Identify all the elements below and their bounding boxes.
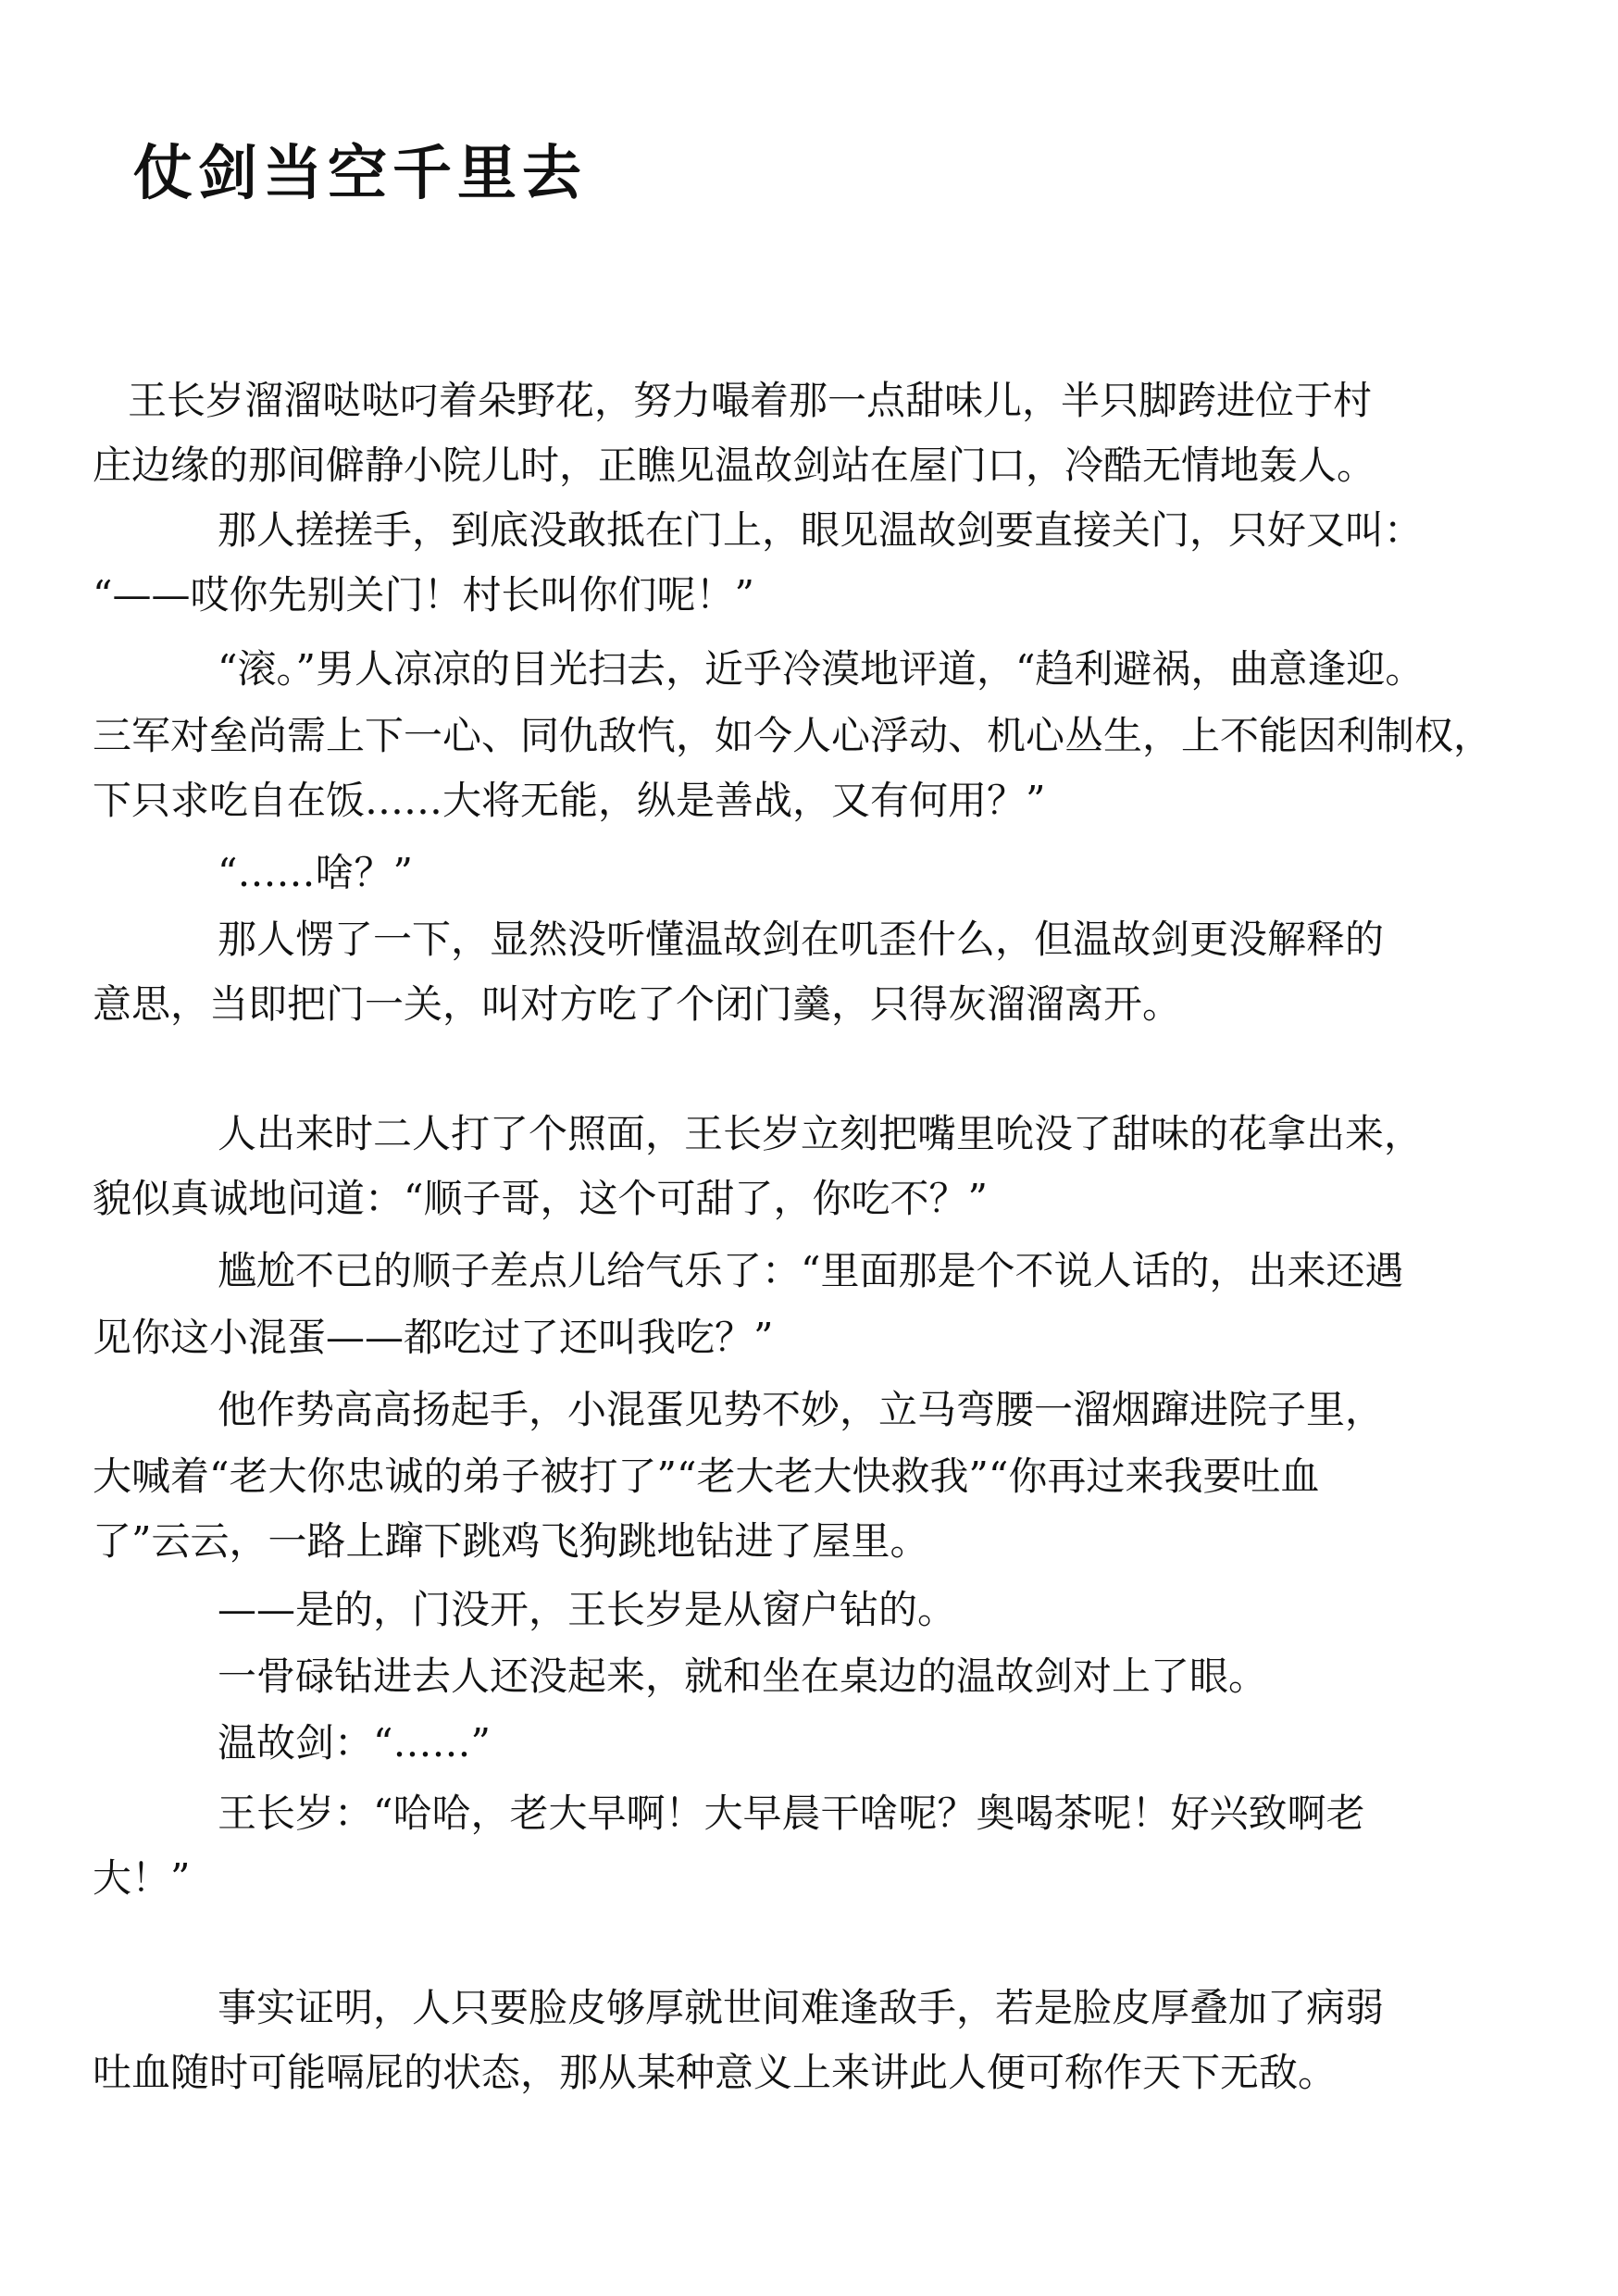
paragraph-line: 了”云云，一路上蹿下跳鸡飞狗跳地钻进了屋里。 <box>93 1518 929 1564</box>
paragraph-line: ——是的，门没开，王长岁是从窗户钻的。 <box>218 1587 957 1632</box>
paragraph-line: 王长岁：“哈哈，老大早啊！大早晨干啥呢？奥喝茶呢！好兴致啊老 <box>218 1791 1365 1836</box>
paragraph-line: “……啥？” <box>218 850 413 895</box>
paragraph-line: 下只求吃自在饭……大将无能，纵是善战，又有何用？” <box>93 778 1046 823</box>
paragraph-line: 事实证明，人只要脸皮够厚就世间难逢敌手，若是脸皮厚叠加了病弱 <box>218 1985 1385 2030</box>
paragraph-line: 大！” <box>93 1855 191 1901</box>
paragraph-line: 那人搓搓手，到底没敢抵在门上，眼见温故剑要直接关门，只好又叫： <box>218 507 1424 553</box>
paragraph-line: 貌似真诚地问道：“顺子哥，这个可甜了，你吃不？” <box>93 1176 988 1221</box>
paragraph-line: 他作势高高扬起手，小混蛋见势不妙，立马弯腰一溜烟蹿进院子里， <box>218 1387 1385 1432</box>
paragraph-line: “——哎你先别关门！村长叫你们呢！” <box>93 572 754 618</box>
paragraph-line: “滚。”男人凉凉的目光扫去，近乎冷漠地评道，“趋利避祸，曲意逢迎。 <box>218 646 1425 692</box>
paragraph-line: 温故剑：“……” <box>218 1720 491 1766</box>
page-title: 仗剑当空千里去 <box>133 140 587 208</box>
paragraph-line: 吐血随时可能嗝屁的状态，那从某种意义上来讲此人便可称作天下无敌。 <box>93 2050 1338 2095</box>
paragraph-line: 意思，当即把门一关，叫对方吃了个闭门羹，只得灰溜溜离开。 <box>93 981 1182 1027</box>
paragraph-line: 人出来时二人打了个照面，王长岁立刻把嘴里吮没了甜味的花拿出来， <box>218 1111 1424 1156</box>
paragraph-line: 王长岁溜溜哒哒叼着朵野花，努力嘬着那一点甜味儿，半只脚跨进位于村 <box>128 378 1373 423</box>
paragraph-line: 那人愣了一下，显然没听懂温故剑在叽歪什么，但温故剑更没解释的 <box>218 917 1385 962</box>
paragraph-line: 庄边缘的那间僻静小院儿时，正瞧见温故剑站在屋门口，冷酷无情地轰人。 <box>93 443 1376 488</box>
paragraph-line: 大喊着“老大你忠诚的弟子被打了”“老大老大快救我”“你再过来我要吐血 <box>93 1454 1320 1499</box>
paragraph-line: 一骨碌钻进去人还没起来，就和坐在桌边的温故剑对上了眼。 <box>218 1653 1268 1699</box>
paragraph-line: 三军对垒尚需上下一心、同仇敌忾，如今人心浮动、机心丛生，上不能因利制权， <box>93 713 1493 758</box>
paragraph-line: 见你这小混蛋——都吃过了还叫我吃？” <box>93 1315 774 1360</box>
paragraph-line: 尴尬不已的顺子差点儿给气乐了：“里面那是个不说人话的，出来还遇 <box>218 1248 1404 1293</box>
